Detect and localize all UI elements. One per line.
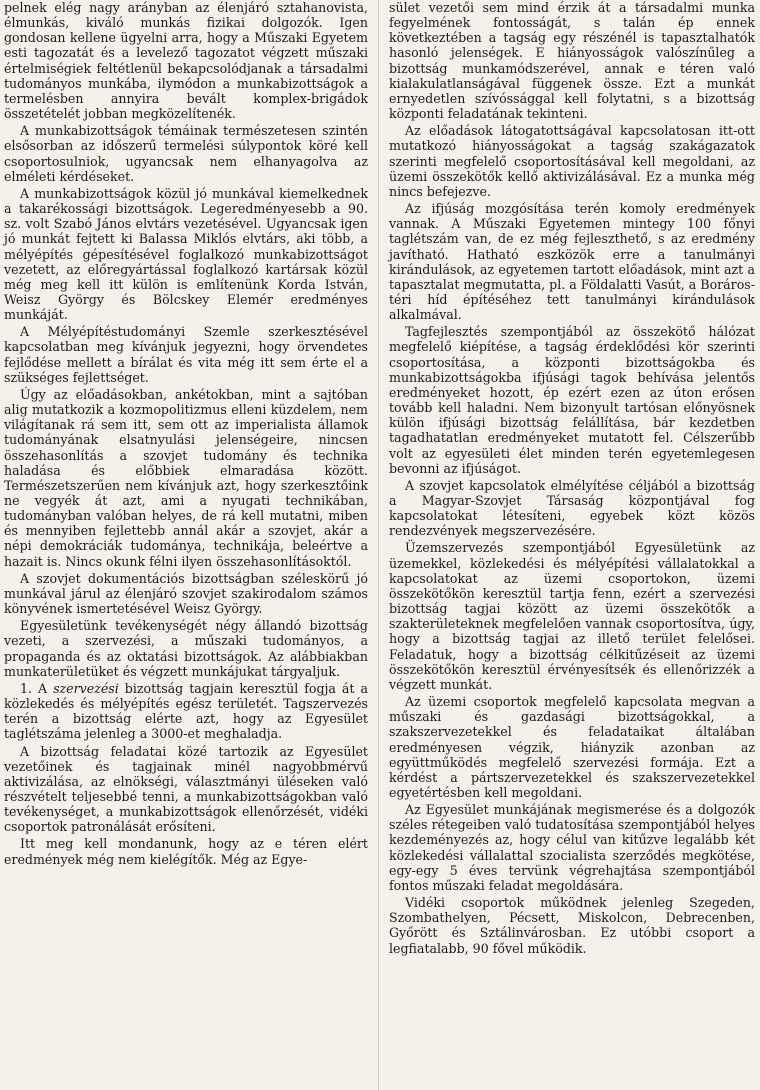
paragraph: A bizottság feladatai közé tartozik az Egyesület vezetőinek és tagjainak minél nagyobbmérvű aktivizálása, az elnökségi, választmányi üléseken való részvételt teljesebbé tenni, a munkabizottságokban való tevékenységet, a munkabizottságok ellenőrzését, vidéki csoportok patronálását erősíteni.	[4, 743, 368, 835]
paragraph: Egyesületünk tevékenységét négy állandó bizottság vezeti, a szervezési, a műszaki tudományos, a propaganda és az oktatási bizottságok. Az alábbiakban munkaterületüket és végzett munkájukat tárgyaljuk.	[4, 618, 368, 679]
paragraph: Az ifjúság mozgósítása terén komoly eredmények vannak. A Műszaki Egyetemen mintegy 100 főnyi taglétszám van, de ez még fejleszthető, s az eredmény javítható. Hatható eszközök erre a tanulmányi kirándulások, az egyetemen tartott előadások, mint azt a tapasztalat megmutatta, pl. a Földalatti Vasút, a Boráros-téri híd építéséhez tett tanulmányi kirándulások alkalmával.	[389, 201, 755, 323]
paragraph: A munkabizottságok közül jó munkával kiemelkednek a takarékossági bizottságok. Legeredményesebb a 90. sz. volt Szabó János elvtárs vezetésével. Ugyancsak igen jó munkát fejtett ki Balassa Miklós elvtárs, aki több, a mélyépítés gépesítésével foglalkozó munkabizottságot vezetett, az előregyártással foglalkozó kartársak közül még meg kell itt külön is említenünk Korda István, Weisz György és Bölcskey Elemér eredményes munkáját.	[4, 185, 368, 323]
right-column	[389, 0, 755, 958]
paragraph: Üzemszervezés szempontjából Egyesületünk az üzemekkel, közlekedési és mélyépítési vállalatokkal a kapcsolatokat az üzemi csoportokon, üzemi összekötőkön keresztül tartja fenn, ezért a szervezési bizottság tagjai között az üzemi összekötők a szakterületeknek megfelelően vannak csoportosítva, úgy, hogy a bizottság tagjai az illető terület felelősei. Feladatuk, hogy a bizottság célkitűzéseit az üzemi összekötőkön keresztül érvényesítsék és ellenőrizzék a végzett munkát.	[389, 540, 755, 692]
paragraph: A Mélyépítéstudományi Szemle szerkesztésével kapcsolatban meg kívánjuk jegyezni, hogy örvendetes fejlődése mellett a bírálat és vita még itt sem érte el a szükséges fejlettséget.	[4, 324, 368, 385]
paragraph: Tagfejlesztés szempontjából az összekötő hálózat megfelelő kiépítése, a tagság érdeklődési kör szerinti csoportosítása, a központi bizottságokba és munkabizottságokba ifjúsági tagok behívása jelentős eredményeket hozott, ép ezért ezen az úton erősen tovább kell haladni. Nem bizonyult tartósan előnyösnek külön ifjúsági bizottság felállítása, bár kezdetben tagadhatatlan eredményeket mutatott fel. Célszerűbb volt az egyesületi élet minden terén egyetemlegesen bevonni az ifjúságot.	[389, 324, 755, 476]
paragraph: A munkabizottságok témáinak természetesen szintén elsősorban az időszerű termelési súlypontok köré kell csoportosulniok, ugyancsak nem elhanyagolva az elméleti kérdéseket.	[4, 123, 368, 184]
paragraph: Az üzemi csoportok megfelelő kapcsolata megvan a műszaki és gazdasági bizottságokkal, a szakszervezetekkel és feladataikat általában eredményesen végzik, hiányzik azonban az együttműködés megfelelő szervezési formája. Ezt a kérdést a pártszervezetekkel és szakszervezetekkel egyetértésben kell megoldani.	[389, 694, 755, 800]
paragraph: Vidéki csoportok működnek jelenleg Szegeden, Szombathelyen, Pécsett, Miskolcon, Debrecenben, Győrött és Sztálinvárosban. Ez utóbbi csoport a legfiatalabb, 90 fővel működik.	[389, 895, 755, 956]
paragraph: pelnek elég nagy arányban az élenjáró sztahanovista, élmunkás, kiváló munkás fizikai dolgozók. Igen gondosan kellene ügyelni arra, hogy a Műszaki Egyetem esti tagozatát és a levelező tagozatot végzett műszaki értelmiségiek feltétlenül bekapcsolódjanak a társadalmi tudományos munkába, ilymódon a munkabizottságok a termelésben annyira bevált komplex-brigádok összetételét jobban megközelítenék.	[4, 0, 368, 122]
paragraph: Itt meg kell mondanunk, hogy az e téren elért eredmények még nem kielégítők. Még az Egye-	[4, 836, 368, 867]
paragraph: A szovjet kapcsolatok elmélyítése céljából a bizottság a Magyar-Szovjet Társaság központjával fog kapcsolatokat létesíteni, egyebek közt közös rendezvények megszervezésére.	[389, 477, 755, 539]
paragraph-item-1	[4, 681, 368, 742]
item-lead: 1. A	[20, 680, 54, 696]
paragraph: Az Egyesület munkájának megismerése és a dolgozók széles rétegeiben való tudatosítása szempontjából helyes kezdeményezés az, hogy célul van kitűzve legalább két közlekedési vállalattal szocialista szerződés megkötése, egy-egy 5 éves tervünk végrehajtása szempontjából fontos műszaki feladat megoldására.	[389, 802, 755, 893]
paragraph: Úgy az előadásokban, ankétokban, mint a sajtóban alig mutatkozik a kozmopolitizmus elleni küzdelem, nem világítanak rá sem itt, sem ott az imperialista államok tudományának elsatnyulási jelenségeire, nincsen összehasonlítás a szovjet tudomány és technika haladása és előbbiek elmaradása között. Természetszerűen nem kívánjuk azt, hogy szerkesztőink ne vegyék át azt, ami a nyugati technikában, tudományban valóban helyes, de rá kell mutatni, miben és mennyiben fejlettebb annál akár a szovjet, akár a népi demokráciák tudománya, technikája, beleértve a hazait is. Nincs okunk félni ilyen összehasonlításoktól.	[4, 386, 368, 569]
paragraph: Az előadások látogatottságával kapcsolatosan itt-ott mutatkozó hiányosságokat a tagság szakágazatok szerinti megfelelő csoportosításával kell megoldani, az üzemi összekötők kellő aktivizálásával. Ez a munka még nincs befejezve.	[389, 123, 755, 199]
column-divider	[378, 0, 379, 1090]
item-emphasis: szervezési	[53, 680, 119, 696]
item-rest: bizottság tagjain keresztül fogja át a közlekedés és mélyépítés egész területét. Tagszervezés terén a bizottság elérte azt, hogy az Egyesület taglétszáma jelenleg a 3000-et meghaladja.	[4, 680, 368, 742]
left-column	[4, 0, 370, 869]
paragraph: sület vezetői sem mind érzik át a társadalmi munka fegyelmének fontosságát, s talán ép ennek következtében a tagság egy részénél is tapasztalhatók hasonló jelenségek. E hiányosságok valószínűleg a bizottság munkamódszerével, annak e téren való kialakulatlanságával függenek össze. Ezt a munkát ernyedetlen szívóssággal kell folytatni, s a bizottság központi feladatának tekinteni.	[389, 0, 755, 122]
paragraph: A szovjet dokumentációs bizottságban széleskörű jó munkával járul az élenjáró szovjet szakirodalom számos könyvének ismertetésével Weisz György.	[4, 570, 368, 617]
